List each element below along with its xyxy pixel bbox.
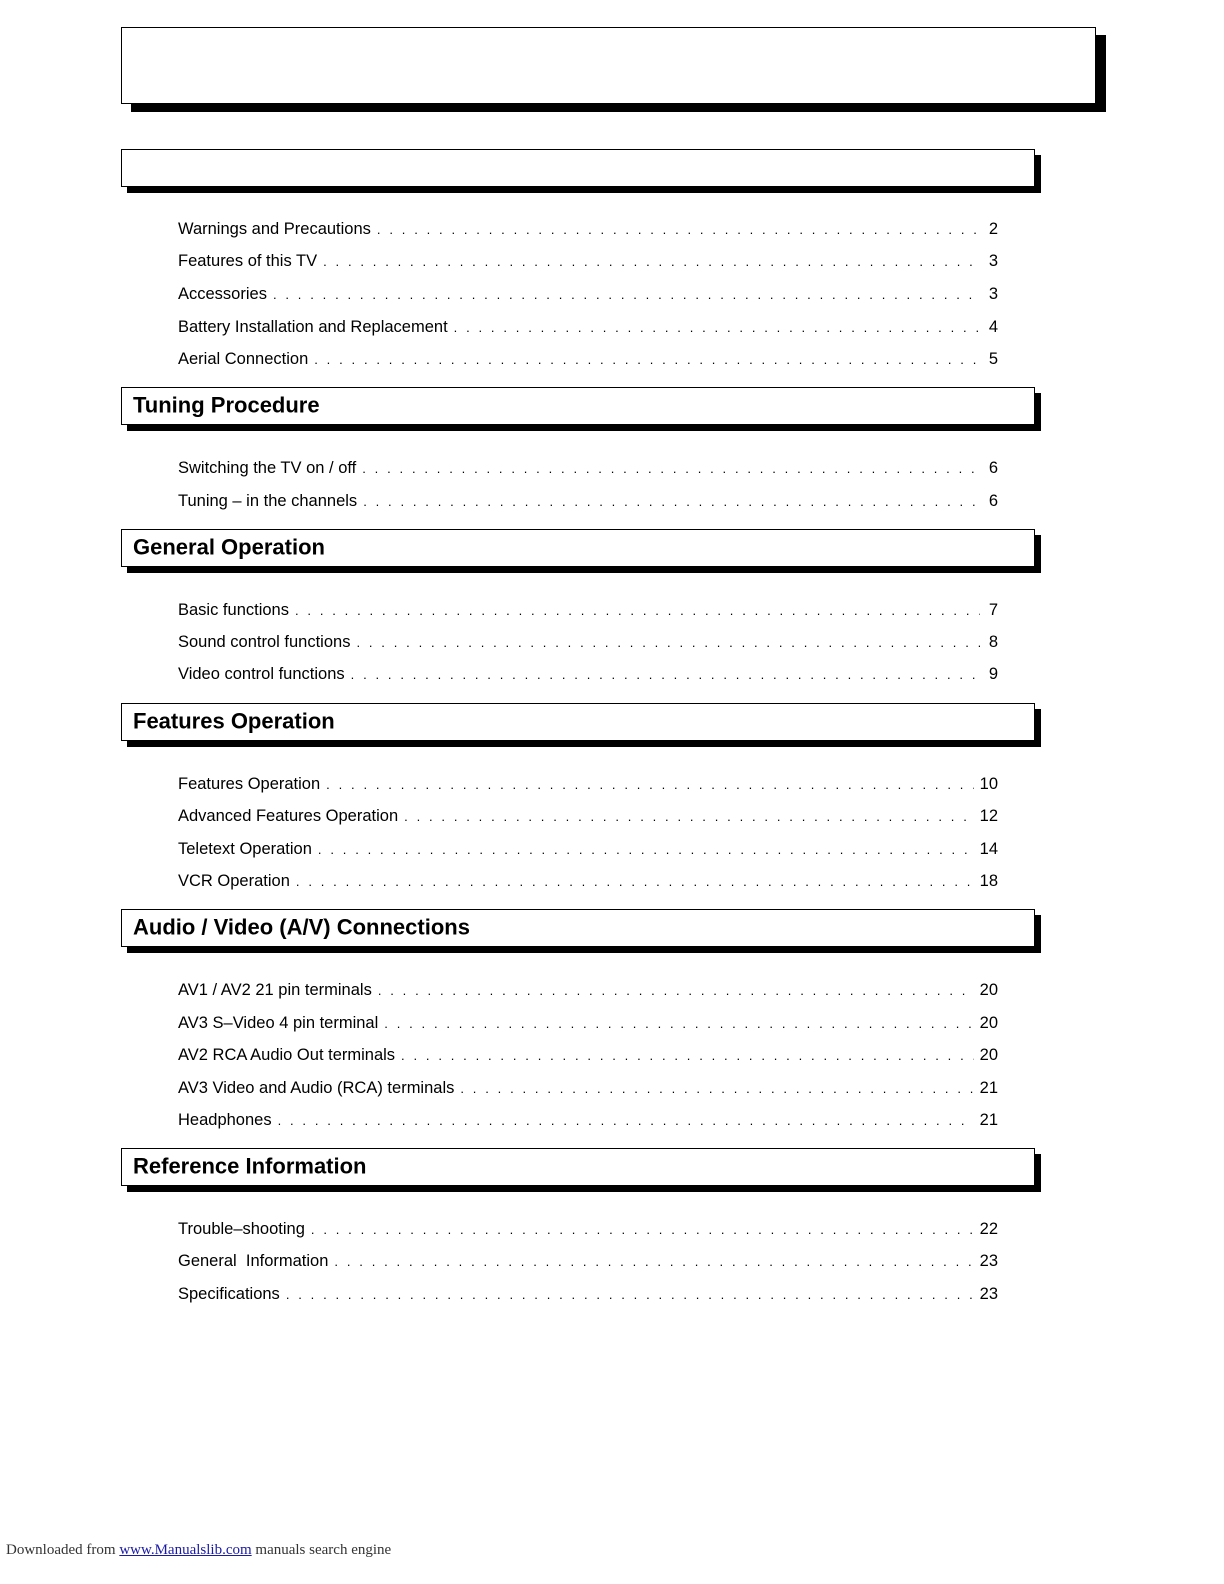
dot-leader	[318, 842, 974, 857]
toc-entry-label: Battery Installation and Replacement	[178, 318, 448, 336]
toc-entry-label: AV3 Video and Audio (RCA) terminals	[178, 1079, 455, 1097]
toc-entry[interactable]	[178, 1220, 998, 1242]
toc-entry[interactable]	[178, 601, 998, 623]
section-title: General Operation	[133, 534, 325, 560]
dot-leader	[401, 1048, 974, 1063]
toc-entry-page: 3	[988, 285, 998, 303]
toc-entry[interactable]	[178, 1046, 998, 1068]
toc-entry-page: 20	[979, 1014, 998, 1032]
dot-leader	[363, 494, 980, 509]
section-header-box	[121, 529, 1035, 567]
section-title: Tuning Procedure	[133, 392, 320, 418]
toc-entry[interactable]	[178, 665, 998, 687]
section-title: Audio / Video (A/V) Connections	[133, 914, 470, 940]
toc-entry-page: 20	[979, 1046, 998, 1064]
toc-entry-page: 3	[988, 252, 998, 270]
toc-entry[interactable]	[178, 872, 998, 894]
toc-entry-page: 12	[979, 807, 998, 825]
toc-entry[interactable]	[178, 775, 998, 797]
section-title: Reference Information	[133, 1153, 367, 1179]
toc-entry-page: 21	[979, 1111, 998, 1129]
dot-leader	[378, 983, 974, 998]
footer-prefix: Downloaded from	[6, 1542, 116, 1558]
toc-entry[interactable]	[178, 459, 998, 481]
dot-leader	[351, 667, 980, 682]
toc-entry-label: Headphones	[178, 1111, 272, 1129]
toc-entry-page: 5	[988, 350, 998, 368]
toc-entry-label: AV2 RCA Audio Out terminals	[178, 1046, 396, 1064]
toc-entry-label: Warnings and Precautions	[178, 220, 371, 238]
toc-entry-label: VCR Operation	[178, 872, 290, 890]
toc-entry-page: 4	[988, 318, 998, 336]
toc-entry-label: Tuning – in the channels	[178, 492, 358, 510]
toc-entry[interactable]	[178, 981, 998, 1003]
dot-leader	[326, 777, 973, 792]
toc-entry[interactable]	[178, 318, 998, 340]
toc-entry[interactable]	[178, 1014, 998, 1036]
toc-entry-page: 2	[988, 220, 998, 238]
manualslib-link[interactable]: www.Manualslib.com	[119, 1542, 252, 1558]
toc-entry-page: 10	[979, 775, 998, 793]
toc-entry-label: AV3 S–Video 4 pin terminal	[178, 1014, 379, 1032]
toc-entry-page: 22	[979, 1220, 998, 1238]
toc-entry[interactable]	[178, 1252, 998, 1274]
section-header-box	[121, 149, 1035, 187]
section-title: Features Operation	[133, 708, 335, 734]
toc-entry-page: 18	[979, 872, 998, 890]
toc-entry-page: 7	[988, 601, 998, 619]
dot-leader	[278, 1113, 974, 1128]
toc-entry-page: 23	[979, 1285, 998, 1303]
toc-entry-label: Sound control functions	[178, 633, 351, 651]
toc-entry[interactable]	[178, 1079, 998, 1101]
toc-entry-label: Features Operation	[178, 775, 321, 793]
dot-leader	[404, 809, 974, 824]
toc-entry-page: 14	[979, 840, 998, 858]
toc-entry-label: Aerial Connection	[178, 350, 309, 368]
section-header-box	[121, 387, 1035, 425]
toc-entry-page: 21	[979, 1079, 998, 1097]
toc-entry-page: 9	[988, 665, 998, 683]
toc-entry[interactable]	[178, 492, 998, 514]
dot-leader	[362, 461, 980, 476]
dot-leader	[454, 320, 980, 335]
toc-entry-label: General Information	[178, 1252, 329, 1270]
toc-entry-page: 20	[979, 981, 998, 999]
toc-entry-label: Teletext Operation	[178, 840, 312, 858]
toc-entry[interactable]	[178, 220, 998, 242]
toc-entry[interactable]	[178, 285, 998, 307]
toc-entry-label: Basic functions	[178, 601, 289, 619]
toc-entry-page: 8	[988, 633, 998, 651]
toc-entry[interactable]	[178, 1285, 998, 1307]
dot-leader	[377, 222, 980, 237]
toc-entry[interactable]	[178, 1111, 998, 1133]
download-footer	[6, 1542, 391, 1559]
toc-entry-label: Switching the TV on / off	[178, 459, 357, 477]
toc-entry-label: Accessories	[178, 285, 267, 303]
toc-entry-page: 23	[979, 1252, 998, 1270]
section-header-box	[121, 703, 1035, 741]
section-header-box	[121, 1148, 1035, 1186]
toc-entry[interactable]	[178, 840, 998, 862]
toc-entry-label: AV1 / AV2 21 pin terminals	[178, 981, 372, 999]
toc-entry[interactable]	[178, 807, 998, 829]
footer-suffix: manuals search engine	[255, 1542, 392, 1558]
toc-entry-label: Advanced Features Operation	[178, 807, 399, 825]
page-title-box	[121, 27, 1096, 104]
toc-entry-label: Trouble–shooting	[178, 1220, 305, 1238]
toc-entry[interactable]	[178, 633, 998, 655]
dot-leader	[384, 1016, 973, 1031]
dot-leader	[311, 1222, 974, 1237]
toc-entry[interactable]	[178, 350, 998, 372]
toc-entry-label: Specifications	[178, 1285, 280, 1303]
dot-leader	[323, 254, 980, 269]
toc-entry[interactable]	[178, 252, 998, 274]
dot-leader	[460, 1081, 973, 1096]
dot-leader	[314, 352, 980, 367]
toc-entry-label: Features of this TV	[178, 252, 318, 270]
section-header-box	[121, 909, 1035, 947]
dot-leader	[286, 1287, 974, 1302]
dot-leader	[295, 603, 980, 618]
toc-entry-label: Video control functions	[178, 665, 345, 683]
toc-entry-page: 6	[988, 459, 998, 477]
toc-entry-page: 6	[988, 492, 998, 510]
dot-leader	[334, 1254, 973, 1269]
dot-leader	[296, 874, 974, 889]
dot-leader	[273, 287, 980, 302]
dot-leader	[356, 635, 980, 650]
